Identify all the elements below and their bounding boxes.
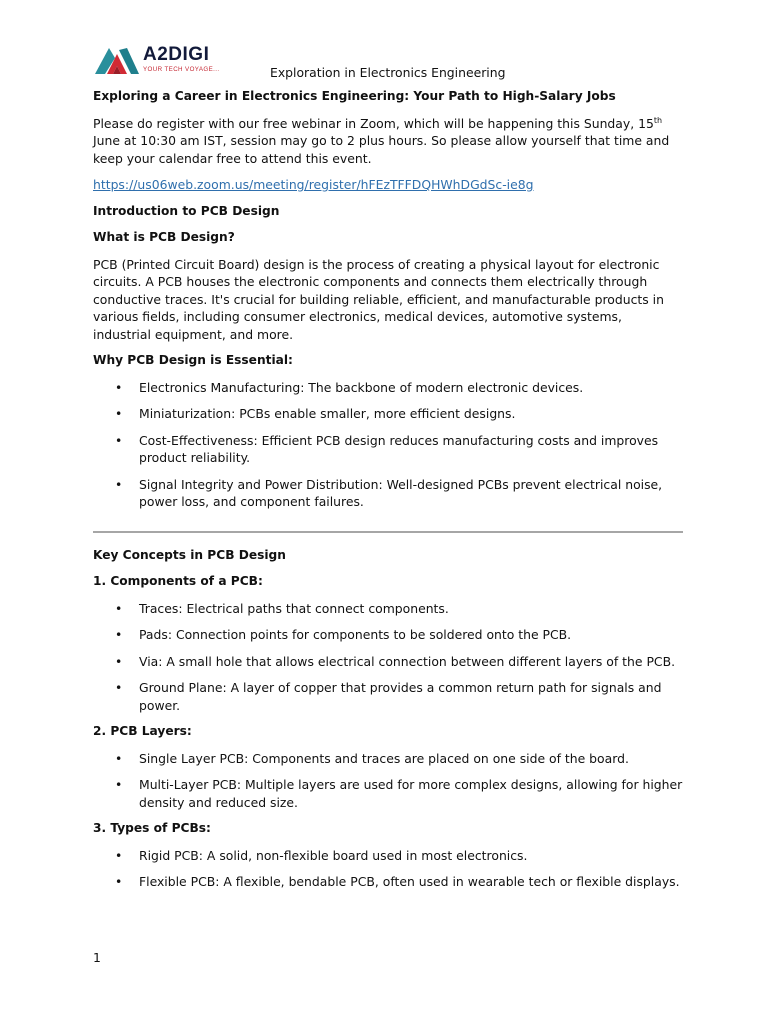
components-heading: 1. Components of a PCB: — [93, 574, 263, 588]
types-heading: 3. Types of PCBs: — [93, 821, 211, 835]
why-list — [93, 379, 683, 511]
document-body — [93, 88, 683, 891]
key-concepts-heading: Key Concepts in PCB Design — [93, 547, 286, 562]
header-title: Exploration in Electronics Engineering — [270, 65, 506, 80]
a2digi-logo-icon — [93, 44, 141, 78]
intro-pcb-heading: Introduction to PCB Design — [93, 203, 280, 218]
list-item: • Via: A small hole that allows electrical connection between different layers of the PCB. — [93, 653, 683, 671]
list-item: • Flexible PCB: A flexible, bendable PCB, often used in wearable tech or flexible displays. — [93, 873, 683, 891]
intro-paragraph: Please do register with our free webinar in Zoom, which will be happening this Sunday, 15th June at 10:30 am IST, session may go to 2 plus hours. So please allow yourself that time and keep your calendar free to attend this event. — [93, 115, 670, 166]
document-title: Exploring a Career in Electronics Engineering: Your Path to High-Salary Jobs — [93, 89, 616, 103]
why-heading: Why PCB Design is Essential: — [93, 353, 293, 367]
zoom-register-link[interactable]: https://us06web.zoom.us/meeting/register/hFEzTFFDQHWhDGdSc-ie8g — [93, 177, 534, 192]
list-item: • Traces: Electrical paths that connect components. — [93, 600, 683, 618]
components-list — [93, 600, 683, 715]
layers-heading: 2. PCB Layers: — [93, 724, 192, 738]
list-item: • Single Layer PCB: Components and traces are placed on one side of the board. — [93, 750, 683, 768]
list-item: • Multi-Layer PCB: Multiple layers are used for more complex designs, allowing for higher density and reduced size. — [93, 776, 683, 811]
list-item: • Rigid PCB: A solid, non-flexible board used in most electronics. — [93, 847, 683, 865]
what-is-heading: What is PCB Design? — [93, 230, 235, 244]
list-item: • Miniaturization: PCBs enable smaller, more efficient designs. — [93, 405, 683, 423]
list-item: • Ground Plane: A layer of copper that provides a common return path for signals and power. — [93, 679, 683, 714]
company-logo — [93, 44, 243, 78]
list-item: • Signal Integrity and Power Distribution: Well-designed PCBs prevent electrical noise, power loss, and component failures. — [93, 476, 683, 511]
logo-tagline: YOUR TECH VOYAGE... — [143, 66, 220, 73]
list-item: • Electronics Manufacturing: The backbone of modern electronic devices. — [93, 379, 683, 397]
logo-name: A2DIGI — [143, 44, 210, 65]
list-item: • Pads: Connection points for components to be soldered onto the PCB. — [93, 626, 683, 644]
section-divider — [93, 531, 683, 533]
types-list — [93, 847, 683, 891]
layers-list — [93, 750, 683, 812]
what-is-paragraph: PCB (Printed Circuit Board) design is the process of creating a physical layout for electronic circuits. A PCB houses the electronic components and connects them electrically through conductive traces. It's crucial for building reliable, efficient, and manufacturable products in various fields, including consumer electronics, medical devices, automotive systems, industrial equipment, and more. — [93, 256, 664, 342]
list-item: • Cost-Effectiveness: Efficient PCB design reduces manufacturing costs and improves product reliability. — [93, 432, 683, 467]
page-number: 1 — [93, 950, 101, 965]
